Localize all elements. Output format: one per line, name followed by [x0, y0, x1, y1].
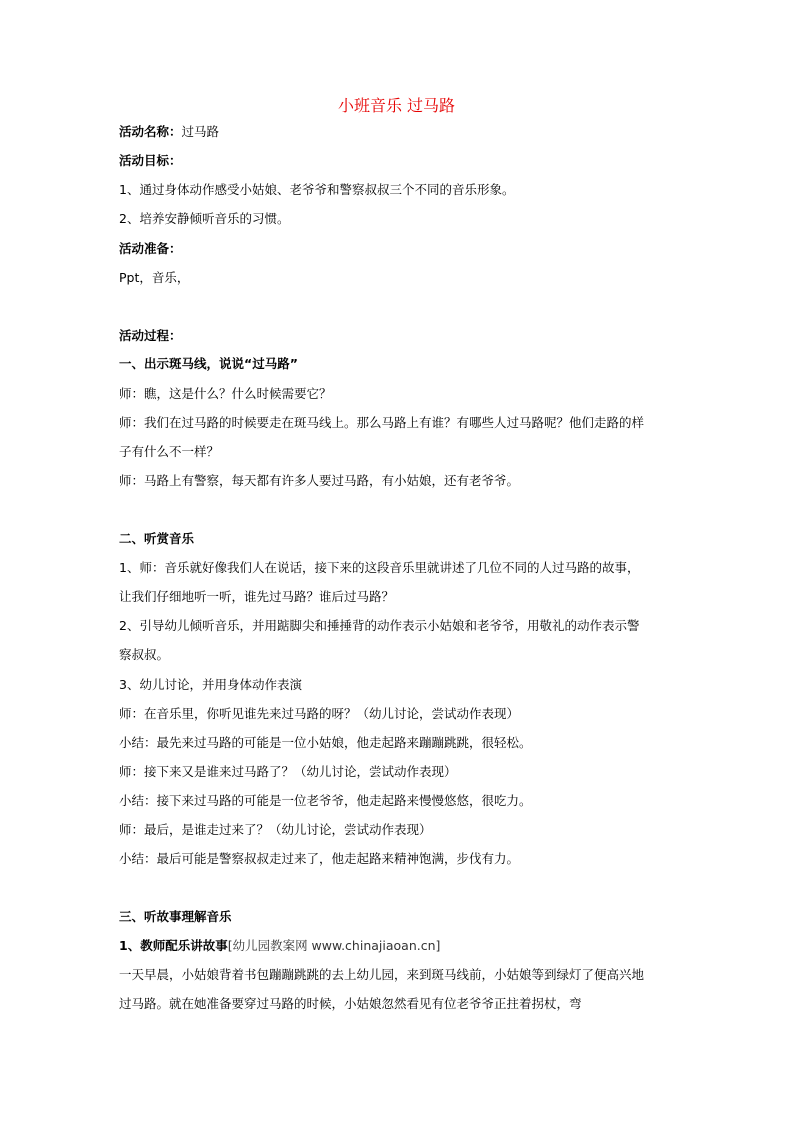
section-heading: 活动过程： — [119, 328, 182, 343]
line-text: 子有什么不一样？ — [119, 444, 220, 459]
text-line — [119, 996, 582, 1012]
bold-label: 活动名称： — [119, 124, 182, 139]
website-link[interactable]: [幼儿园教案网 www.chinajiaoan.cn] — [227, 938, 441, 953]
text-line — [119, 822, 432, 838]
text-line — [119, 444, 219, 460]
text-line — [119, 967, 644, 983]
document-title: 小班音乐 过马路 — [337, 96, 456, 115]
text-line — [119, 589, 394, 605]
text-line — [119, 560, 639, 576]
section-heading: 二、听赏音乐 — [119, 531, 195, 546]
text-line — [119, 618, 639, 634]
text-line — [119, 328, 182, 344]
text-line — [119, 182, 514, 198]
line-text: 师：马路上有警察，每天都有许多人要过马路，有小姑娘，还有老爷爷。 — [119, 473, 520, 488]
text-line — [119, 386, 332, 402]
line-text: 3、幼儿讨论，并用身体动作表演 — [119, 677, 302, 692]
line-text: 2、引导幼儿倾听音乐，并用踮脚尖和捶捶背的动作表示小姑娘和老爷爷，用敬礼的动作表示警 — [119, 618, 640, 633]
text-line — [119, 356, 298, 372]
line-text: 一天早晨，小姑娘背着书包蹦蹦跳跳的去上幼儿园，来到斑马线前，小姑娘等到绿灯了便高兴地 — [119, 967, 645, 982]
text-line — [119, 153, 182, 169]
section-heading: 一、出示斑马线，说说“过马路” — [119, 356, 298, 371]
section-heading: 三、听故事理解音乐 — [119, 909, 232, 924]
text-line — [119, 851, 519, 867]
line-text: 2、培养安静倾听音乐的习惯。 — [119, 211, 290, 226]
line-text: 小结：最后可能是警察叔叔走过来了，他走起路来精神饱满，步伐有力。 — [119, 851, 520, 866]
line-text: 师：接下来又是谁来过马路了？（幼儿讨论，尝试动作表现） — [119, 764, 457, 779]
line-text: 师：最后，是谁走过来了？（幼儿讨论，尝试动作表现） — [119, 822, 432, 837]
line-text: 师：我们在过马路的时候要走在斑马线上。那么马路上有谁？有哪些人过马路呢？他们走路的样 — [119, 415, 645, 430]
line-text: 1、师：音乐就好像我们人在说话，接下来的这段音乐里就讲述了几位不同的人过马路的故事， — [119, 560, 640, 575]
line-text: 师：瞧，这是什么？什么时候需要它？ — [119, 386, 332, 401]
text-line — [119, 211, 289, 227]
text-line — [119, 735, 532, 751]
text-line — [119, 415, 644, 431]
section-heading: 1、教师配乐讲故事 — [119, 938, 228, 953]
text-line — [119, 938, 440, 954]
text-line — [119, 531, 194, 547]
text-line — [119, 677, 302, 693]
line-text: 小结：最先来过马路的可能是一位小姑娘，他走起路来蹦蹦跳跳，很轻松。 — [119, 735, 532, 750]
text-line — [119, 241, 182, 257]
text-line — [119, 270, 189, 286]
line-text: 1、通过身体动作感受小姑娘、老爷爷和警察叔叔三个不同的音乐形象。 — [119, 182, 515, 197]
text-line — [119, 124, 219, 140]
bold-label: 活动目标： — [119, 153, 182, 168]
bold-label: 活动准备： — [119, 241, 182, 256]
line-text: 过马路。就在她准备要穿过马路的时候，小姑娘忽然看见有位老爷爷正拄着拐杖，弯 — [119, 996, 582, 1011]
line-text: Ppt，音乐， — [119, 270, 190, 285]
text-line — [119, 764, 457, 780]
text-line — [119, 909, 232, 925]
text-line — [119, 473, 519, 489]
text-line — [119, 647, 169, 663]
line-text: 小结：接下来过马路的可能是一位老爷爷，他走起路来慢慢悠悠，很吃力。 — [119, 793, 532, 808]
line-text: 过马路 — [181, 124, 220, 139]
text-line — [119, 706, 519, 722]
line-text: 让我们仔细地听一听，谁先过马路？谁后过马路？ — [119, 589, 395, 604]
line-text: 察叔叔。 — [119, 647, 170, 662]
line-text: 师：在音乐里，你听见谁先来过马路的呀？（幼儿讨论，尝试动作表现） — [119, 706, 520, 721]
text-line — [119, 793, 532, 809]
